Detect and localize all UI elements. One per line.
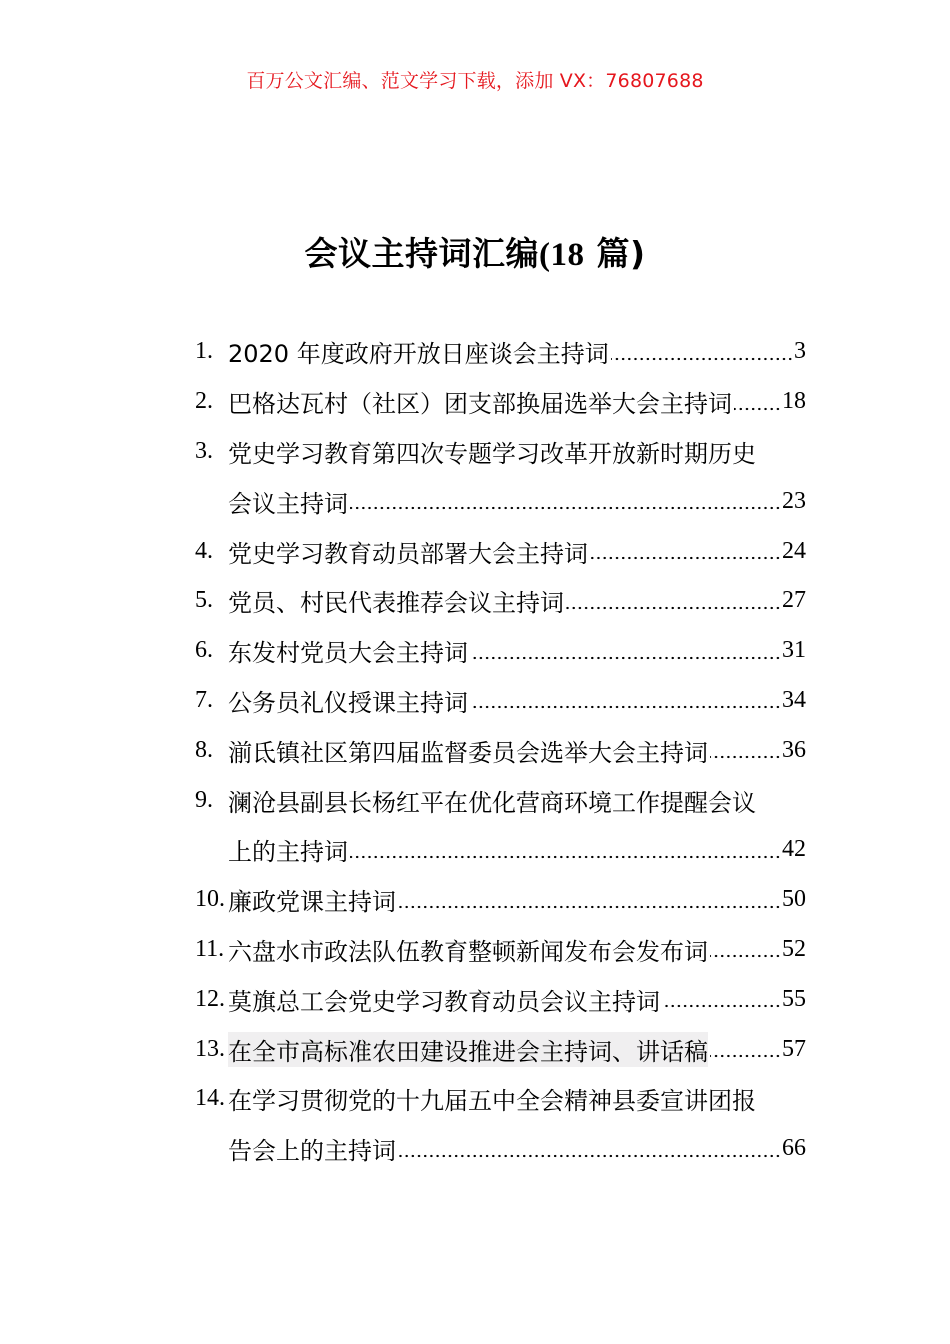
- toc-entry-title: 莫旗总工会党史学习教育动员会议主持词: [228, 987, 660, 1016]
- toc-entry-title: 党员、村民代表推荐会议主持词: [228, 589, 564, 618]
- toc-entry-number: 13.: [195, 1035, 225, 1062]
- toc-entry-line[interactable]: [195, 526, 806, 576]
- toc-entry-title: 巴格达瓦村（社区）团支部换届选举大会主持词: [228, 390, 732, 419]
- toc-page-number: 23: [782, 487, 806, 514]
- toc-entry-title: 在全市高标准农田建设推进会主持词、讲话稿: [228, 1032, 708, 1067]
- toc-entry-title: 在学习贯彻党的十九届五中全会精神县委宣讲团报: [228, 1087, 756, 1116]
- toc-page-number: 34: [782, 686, 806, 713]
- dot-leader: [734, 407, 781, 411]
- document-title: [0, 228, 950, 275]
- table-of-contents: [195, 327, 806, 1174]
- toc-entry-number: 9.: [195, 786, 213, 813]
- toc-entry-title: 告会上的主持词: [228, 1137, 396, 1166]
- toc-entry-line[interactable]: [195, 476, 806, 526]
- toc-entry-line[interactable]: [195, 377, 806, 427]
- dot-leader: [611, 357, 793, 361]
- title-count-unit: 篇): [584, 234, 646, 273]
- dot-leader: [662, 1004, 781, 1008]
- toc-entry-line[interactable]: [195, 775, 806, 825]
- toc-entry-title: 党史学习教育第四次专题学习改革开放新时期历史: [228, 439, 756, 468]
- toc-page-number: 24: [782, 537, 806, 564]
- toc-entry-number: 14.: [195, 1085, 225, 1112]
- toc-page-number: 3: [794, 338, 806, 365]
- toc-entry-title: 公务员礼仪授课主持词: [228, 688, 468, 717]
- title-count: (18: [538, 237, 585, 273]
- toc-entry-number: 12.: [195, 985, 225, 1012]
- toc-entry-line[interactable]: [195, 875, 806, 925]
- toc-entry-line[interactable]: [195, 725, 806, 775]
- toc-entry-number: 11.: [195, 935, 225, 962]
- toc-entry-line[interactable]: [195, 626, 806, 676]
- toc-entry-line[interactable]: [195, 925, 806, 975]
- toc-entry-number: 6.: [195, 637, 213, 664]
- download-notice-header: 百万公文汇编、范文学习下载，添加 VX：76807688: [246, 70, 704, 92]
- toc-page-number: 66: [782, 1135, 806, 1162]
- toc-entry-number: 3.: [195, 437, 213, 464]
- toc-page-number: 18: [782, 388, 806, 415]
- title-text: 会议主持词汇编: [304, 234, 539, 273]
- toc-entry-line[interactable]: [195, 825, 806, 875]
- toc-page-number: 57: [782, 1035, 806, 1062]
- dot-leader: [590, 556, 781, 560]
- dot-leader: [470, 656, 781, 660]
- toc-entry-number: 5.: [195, 587, 213, 614]
- toc-entry-number: 1.: [195, 338, 213, 365]
- dot-leader: [350, 855, 781, 859]
- toc-entry-line[interactable]: [195, 676, 806, 726]
- toc-entry-line[interactable]: [195, 576, 806, 626]
- toc-entry-title: 2020 年度政府开放日座谈会主持词: [228, 340, 609, 369]
- toc-entry-title: 东发村党员大会主持词: [228, 639, 468, 668]
- toc-entry-line[interactable]: [195, 974, 806, 1024]
- toc-entry-number: 8.: [195, 736, 213, 763]
- toc-entry-title: 六盘水市政法队伍教育整顿新闻发布会发布词: [228, 937, 708, 966]
- toc-page-number: 52: [782, 935, 806, 962]
- toc-entry-title: 廉政党课主持词: [228, 888, 396, 917]
- toc-entry-line[interactable]: [195, 427, 806, 477]
- dot-leader: [350, 506, 781, 510]
- toc-entry-number: 7.: [195, 686, 213, 713]
- dot-leader: [470, 705, 781, 709]
- toc-entry-title: 澜沧县副县长杨红平在优化营商环境工作提醒会议: [228, 788, 756, 817]
- toc-entry-number: 2.: [195, 388, 213, 415]
- dot-leader: [710, 1054, 781, 1058]
- toc-entry-line[interactable]: [195, 1124, 806, 1174]
- toc-page-number: 42: [782, 836, 806, 863]
- dot-leader: [710, 755, 781, 759]
- toc-page-number: 31: [782, 637, 806, 664]
- toc-entry-title: 会议主持词: [228, 489, 348, 518]
- toc-entry-number: 10.: [195, 886, 225, 913]
- dot-leader: [710, 954, 781, 958]
- toc-page-number: 36: [782, 736, 806, 763]
- toc-page-number: 50: [782, 886, 806, 913]
- toc-entry-title: 湔氐镇社区第四届监督委员会选举大会主持词: [228, 738, 708, 767]
- toc-entry-line[interactable]: [195, 1074, 806, 1124]
- toc-entry-title: 党史学习教育动员部署大会主持词: [228, 539, 588, 568]
- toc-entry-line[interactable]: [195, 327, 806, 377]
- toc-entry-number: 4.: [195, 537, 213, 564]
- dot-leader: [398, 905, 781, 909]
- dot-leader: [566, 606, 781, 610]
- dot-leader: [398, 1154, 781, 1158]
- toc-entry-line[interactable]: [195, 1024, 806, 1074]
- toc-page-number: 27: [782, 587, 806, 614]
- toc-page-number: 55: [782, 985, 806, 1012]
- toc-entry-title: 上的主持词: [228, 838, 348, 867]
